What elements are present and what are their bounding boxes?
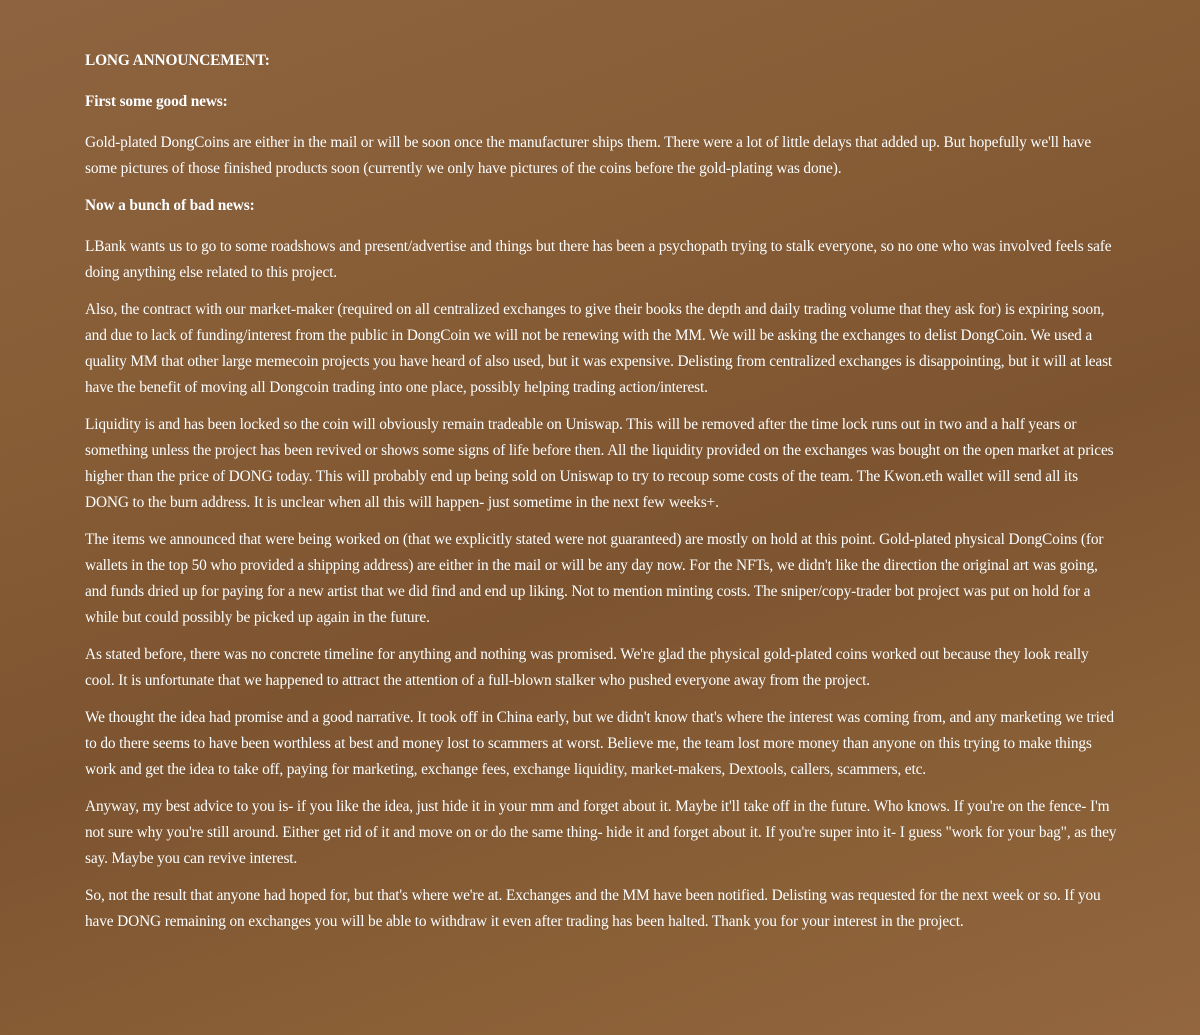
bad-news-paragraph-7: Anyway, my best advice to you is- if you like the idea, just hide it in your mm and forget about it. Maybe it'll take off in the future. Who knows. If you're on the fence- I'm not sure why you're still around. Either get rid of it and move on or do the same thing- hide it and forget about it. If you're super into it- I guess "work for your bag", as they say. Maybe you can revive interest.	[85, 798, 1117, 867]
announcement-body	[85, 48, 1120, 946]
closing-paragraph: So, not the result that anyone had hoped for, but that's where we're at. Exchanges and the MM have been notified. Delisting was requested for the next week or so. If you have DONG remaining on exchanges you will be able to withdraw it even after trading has been halted. Thank you for your interest in the project.	[85, 887, 1101, 930]
bad-news-paragraph-6: We thought the idea had promise and a good narrative. It took off in China early, but we didn't know that's where the interest was coming from, and any marketing we tried to do there seems to have been worthless at best and money lost to scammers at worst. Believe me, the team lost more money than anyone on this trying to make things work and get the idea to take off, paying for marketing, exchange fees, exchange liquidity, market-makers, Dextools, callers, scammers, etc.	[85, 709, 1114, 778]
good-news-paragraph: Gold-plated DongCoins are either in the mail or will be soon once the manufacturer ships them. There were a lot of little delays that added up. But hopefully we'll have some pictures of those finished products soon (currently we only have pictures of the coins before the gold-plating was done).	[85, 134, 1092, 177]
bad-news-heading: Now a bunch of bad news:	[85, 197, 255, 214]
good-news-heading: First some good news:	[85, 93, 228, 110]
bad-news-paragraph-2: Also, the contract with our market-maker (required on all centralized exchanges to give their books the depth and daily trading volume that they ask for) is expiring soon, and due to lack of funding/interest from the public in DongCoin we will not be renewing with the MM. We will be asking the exchanges to delist DongCoin. We used a quality MM that other large memecoin projects you have heard of also used, but it was expensive. Delisting from centralized exchanges is disappointing, but it will at least have the benefit of moving all Dongcoin trading into one place, possibly helping trading action/interest.	[85, 301, 1113, 396]
announcement-title: LONG ANNOUNCEMENT:	[85, 52, 270, 69]
bad-news-paragraph-5: As stated before, there was no concrete timeline for anything and nothing was promised. We're glad the physical gold-plated coins worked out because they look really cool. It is unfortunate that we happened to attract the attention of a full-blown stalker who pushed everyone away from the project.	[85, 646, 1089, 689]
bad-news-paragraph-4: The items we announced that were being worked on (that we explicitly stated were not guaranteed) are mostly on hold at this point. Gold-plated physical DongCoins (for wallets in the top 50 who provided a shipping address) are either in the mail or will be any day now. For the NFTs, we didn't like the direction the original art was going, and funds dried up for paying for a new artist that we did find and end up liking. Not to mention minting costs. The sniper/copy-trader bot project was put on hold for a while but could possibly be picked up again in the future.	[85, 531, 1104, 626]
bad-news-paragraph-3: Liquidity is and has been locked so the coin will obviously remain tradeable on Uniswap. This will be removed after the time lock runs out in two and a half years or something unless the project has been revived or shows some signs of life before then. All the liquidity provided on the exchanges was bought on the open market at prices higher than the price of DONG today. This will probably end up being sold on Uniswap to try to recoup some costs of the team. The Kwon.eth wallet will send all its DONG to the burn address. It is unclear when all this will happen- just sometime in the next few weeks+.	[85, 416, 1114, 511]
bad-news-paragraph-1: LBank wants us to go to some roadshows and present/advertise and things but there has been a psychopath trying to stalk everyone, so no one who was involved feels safe doing anything else related to this project.	[85, 238, 1112, 281]
